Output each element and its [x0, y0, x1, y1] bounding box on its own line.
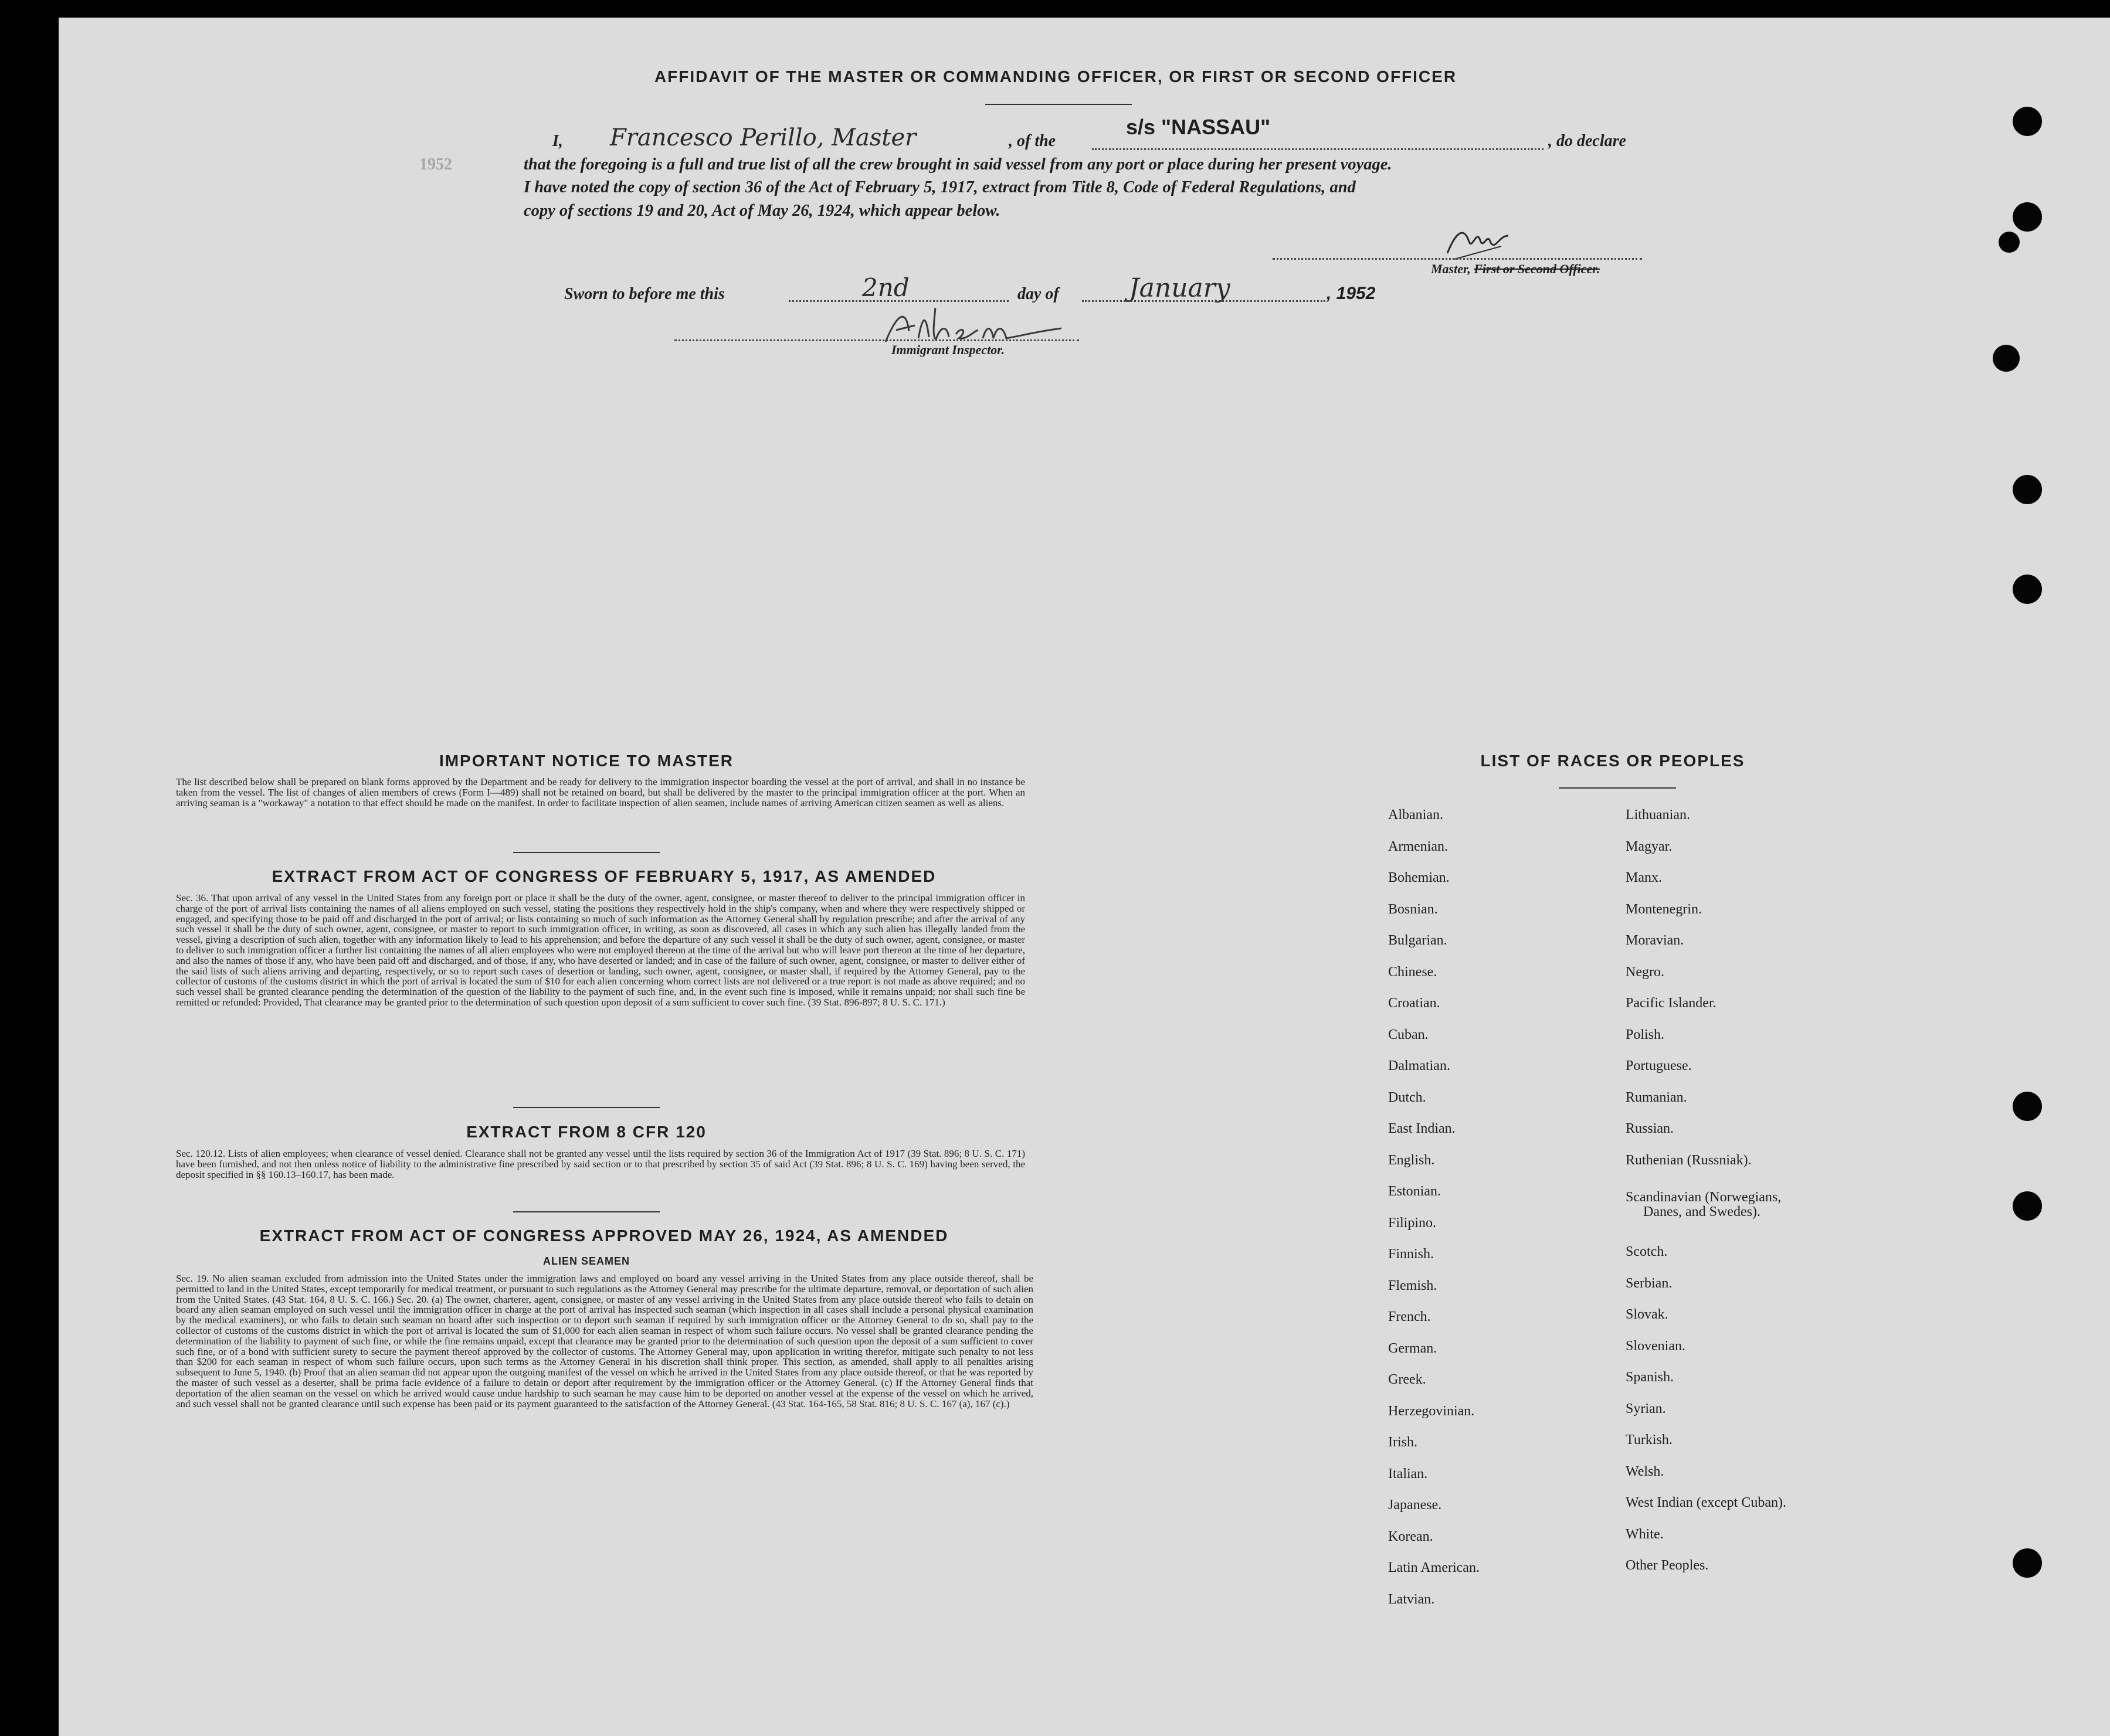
race-item: Irish.	[1388, 1435, 1417, 1450]
sworn-text: Sworn to before me this	[564, 285, 725, 303]
affidavit-title: AFFIDAVIT OF THE MASTER OR COMMANDING OFFICER, OR FIRST OR SECOND OFFICER	[654, 67, 1457, 86]
officer-caption	[1431, 261, 1600, 277]
punch-hole	[2013, 475, 2042, 504]
master-signature	[1443, 218, 1513, 262]
punch-hole	[2013, 1548, 2042, 1578]
affidavit-line-4: copy of sections 19 and 20, Act of May 26, 1924, which appear below.	[524, 202, 1000, 220]
race-item: Flemish.	[1388, 1278, 1437, 1293]
race-item: White.	[1626, 1526, 1664, 1542]
day-of: day of	[1017, 285, 1059, 303]
race-item: Bosnian.	[1388, 901, 1438, 917]
race-item: Montenegrin.	[1626, 901, 1702, 917]
race-item: Bulgarian.	[1388, 933, 1447, 948]
inspector-signature	[880, 302, 1079, 349]
notice-body: The list described below shall be prepared on blank forms approved by the Department and be ready for delivery to the immigration inspector boarding the vessel at the port of arrival, and shall in no instance be taken from the vessel. The list of changes of alien members of crews (Form I—489) shall not be retained on board, but shall be delivered by the master to the principal immigration officer at the port. When an arriving seaman is a "workaway" a notation to that effect should be made on the manifest. In order to facilitate inspection of alien seamen, include names of arriving American citizen seamen as well as aliens.	[176, 776, 1025, 808]
extract-1917-body: Sec. 36. That upon arrival of any vessel in the United States from any foreign port or place it shall be the duty of the owner, agent, consignee, or master thereof to deliver to the principal immigration officer in charge of the port of arrival lists containing the names of all aliens employed on such vessel, stating the positions they respectively hold in the ship's company, when and where they were respectively shipped or engaged, and specifying those to be paid off and discharged in the port of arrival; or lists containing so much of such information as the Attorney General shall by regulation prescribe; and after the arrival of any such vessel it shall be the duty of such owner, agent, consignee, or master to report to such immigration officer, in writing, as soon as discovered, all cases in which any such alien has illegally landed from the vessel, giving a description of such alien, together with any information likely to lead to his apprehension; and before the departure of any such vessel it shall be the duty of such owner, agent, consignee, or master to deliver to such immigration officer a further list containing the names of all alien employees who were not employed thereon at the time of the arrival but who will leave port thereon at the time of her departure, and also the names of those if any, who have been paid off and discharged, and of those, if any, who have deserted or landed; and in case of the failure of such owner, agent, consignee, or master to deliver either of the said lists of such aliens arriving and departing, respectively, or so to report such cases of desertion or landing, such owner, agent, consignee, or master shall, if required by the Attorney General, pay to the collector of customs of the customs district in which the port of arrival is located the sum of $10 for each alien concerning whom correct lists are not delivered or a true report is not made as above required; and no such vessel shall be granted clearance pending the determination of the question of the liability to the payment of such fine, and, in the event such fine is imposed, while it remains unpaid; nor shall such fine be remitted or refunded: Provided, That clearance may be granted prior to the determination of such question upon deposit of a sum sufficient to cover such fine. (39 Stat. 896-897; 8 U. S. C. 171.)	[176, 892, 1025, 1008]
divider	[985, 104, 1132, 105]
extract-cfr-body: Sec. 120.12. Lists of alien employees; when clearance of vessel denied. Clearance shall not be granted any vessel until the lists required by section 36 of the Immigration Act of 1917 (39 Stat. 896; 8 U. S. C. 171) have been furnished, and not then unless notice of liability to the administrative fine prescribed by said section or to that prescribed by section 35 of said Act (39 Stat. 896; 8 U. S. C. 169) having been served, the deposit specified in §§ 160.13–160.17, has been made.	[176, 1148, 1025, 1180]
race-item: Latvian.	[1388, 1591, 1435, 1607]
race-item: Chinese.	[1388, 964, 1437, 980]
race-item: Rumanian.	[1626, 1089, 1687, 1105]
officer-signature-line	[1273, 258, 1642, 260]
race-item: English.	[1388, 1152, 1435, 1168]
vessel-name: s/s "NASSAU"	[1126, 115, 1271, 139]
races-column-2b	[1626, 1243, 1786, 1588]
race-item: French.	[1388, 1309, 1431, 1324]
vessel-name-line	[1092, 148, 1544, 150]
race-item: Serbian.	[1626, 1275, 1673, 1291]
race-item: Ruthenian (Russniak).	[1626, 1152, 1752, 1168]
inspector-caption: Immigrant Inspector.	[891, 342, 1005, 357]
race-item: Lithuanian.	[1626, 807, 1690, 823]
affidavit-line-3: I have noted the copy of section 36 of the Act of February 5, 1917, extract from Title 8, Code of Federal Regulations, and	[524, 178, 1356, 196]
sworn-month-line	[1082, 300, 1325, 302]
race-item: Magyar.	[1626, 838, 1673, 854]
race-item: Cuban.	[1388, 1027, 1429, 1042]
races-column-1	[1388, 806, 1480, 1622]
sworn-month: January	[1129, 273, 1230, 303]
sworn-year: , 1952	[1327, 284, 1376, 303]
race-item: Filipino.	[1388, 1215, 1437, 1231]
race-item: Syrian.	[1626, 1401, 1666, 1416]
punch-hole	[2013, 1191, 2042, 1221]
races-column-2a	[1626, 806, 1752, 1183]
race-item: Slovak.	[1626, 1307, 1668, 1322]
inspector-signature-line	[674, 339, 1079, 341]
notice-title: IMPORTANT NOTICE TO MASTER	[439, 752, 734, 770]
race-item: Italian.	[1388, 1466, 1428, 1482]
master-signature-name: Francesco Perillo, Master	[610, 124, 917, 151]
race-item: Polish.	[1626, 1027, 1665, 1042]
race-item: Korean.	[1388, 1528, 1433, 1544]
race-item: Estonian.	[1388, 1184, 1441, 1199]
affidavit-of-the: , of the	[1009, 132, 1056, 150]
race-item: Dutch.	[1388, 1089, 1426, 1105]
extract-1924-body: Sec. 19. No alien seaman excluded from admission into the United States under the immigration laws and employed on board any vessel arriving in the United States from any place outside thereof, shall be permitted to land in the United States, except temporarily for medical treatment, or pursuant to such regulations as the Attorney General may prescribe for the ultimate departure, removal, or deportation of such alien from the United States. (43 Stat. 164, 8 U. S. C. 166.) Sec. 20. (a) The owner, charterer, agent, consignee, or master of any vessel arriving in the United States from any place outside thereof who fails to detain on board any alien seaman employed on such vessel until the immigration officer in charge at the port of arrival has inspected such seaman (which inspection in all cases shall include a personal physical examination by the medical examiners), or who fails to detain such seaman on board after such inspection or to deport such seaman if required by such immigration officer or the Attorney General to do so, shall pay to the collector of customs of the customs district in which the port of arrival is located the sum of $1,000 for each alien seaman in respect of whom such failure occurs. No vessel shall be granted clearance pending the determination of the liability to payment of such fine, or while the fine remains unpaid, except that clearance may be granted prior to the determination of such question upon the deposit of a sum sufficient to cover such fine, or of a bond with sufficient surety to secure the payment thereof approved by the collector of customs. The Attorney General may, upon application in writing therefor, mitigate such penalty to not less than $200 for each seaman in respect of whom such failure occurs, upon such terms as the Attorney General in his discretion shall think proper. This section, as amended, shall apply to all penalties arising subsequent to June 5, 1940. (b) Proof that an alien seaman did not appear upon the outgoing manifest of the vessel on which he arrived in the United States from any place outside thereof, or that he was reported by the master of such vessel as a deserter, shall be prima facie evidence of a failure to detain or deport after requirement by the immigration officer or the Attorney General. (c) If the Attorney General finds that deportation of the alien seaman on the vessel on which he arrived would cause undue hardship to such seaman he may cause him to be deported on another vessel at the expense of the vessel on which he arrived, and such vessel shall not be granted clearance until such expense has been paid or its payment guaranteed to the satisfaction of the Attorney General. (43 Stat. 164-165, 58 Stat. 816; 8 U. S. C. 167 (a), 167 (c).)	[176, 1273, 1033, 1409]
race-item: Armenian.	[1388, 838, 1448, 854]
race-item: Greek.	[1388, 1372, 1426, 1387]
affidavit-line-2: that the foregoing is a full and true list of all the crew brought in said vessel from any port or place during her present voyage.	[524, 155, 1392, 174]
race-item: Manx.	[1626, 870, 1662, 885]
race-item: Slovenian.	[1626, 1338, 1685, 1354]
punch-hole	[2013, 1092, 2042, 1121]
race-item: Finnish.	[1388, 1246, 1434, 1262]
margin-stamp: 1952	[419, 155, 452, 174]
race-item: Moravian.	[1626, 933, 1684, 948]
affidavit-do-declare: , do declare	[1548, 132, 1626, 150]
race-item: Albanian.	[1388, 807, 1443, 823]
extract-cfr-title: EXTRACT FROM 8 CFR 120	[466, 1123, 707, 1141]
races-scandinavian	[1626, 1190, 1781, 1219]
extract-1917-title: EXTRACT FROM ACT OF CONGRESS OF FEBRUARY 5, 1917, AS AMENDED	[272, 867, 937, 885]
race-item: Croatian.	[1388, 996, 1440, 1011]
divider	[1559, 787, 1676, 789]
race-item: Negro.	[1626, 964, 1664, 980]
race-item: Welsh.	[1626, 1463, 1664, 1479]
punch-hole	[2013, 202, 2042, 232]
race-item: Portuguese.	[1626, 1058, 1692, 1073]
race-item: Herzegovinian.	[1388, 1403, 1475, 1419]
race-item: Scandinavian (Norwegians,	[1626, 1190, 1782, 1205]
race-item: Other Peoples.	[1626, 1558, 1709, 1573]
race-item: Spanish.	[1626, 1370, 1674, 1385]
punch-hole	[1993, 345, 2020, 372]
race-item: East Indian.	[1388, 1121, 1456, 1136]
race-item: Pacific Islander.	[1626, 996, 1717, 1011]
extract-1924-subtitle: ALIEN SEAMEN	[542, 1255, 630, 1267]
race-item: Russian.	[1626, 1121, 1674, 1136]
race-item: West Indian (except Cuban).	[1626, 1495, 1786, 1510]
punch-hole	[2013, 107, 2042, 136]
affidavit-pronoun: I,	[552, 132, 563, 150]
punch-hole	[1999, 232, 2020, 253]
race-item: Danes, and Swedes).	[1643, 1204, 1760, 1219]
race-item: German.	[1388, 1340, 1437, 1356]
officer-caption-struck: First or Second Officer.	[1474, 261, 1600, 276]
races-title: LIST OF RACES OR PEOPLES	[1480, 752, 1745, 770]
punch-hole	[2013, 575, 2042, 604]
divider	[513, 852, 660, 853]
race-item: Dalmatian.	[1388, 1058, 1450, 1073]
race-item: Scotch.	[1626, 1244, 1668, 1259]
divider	[513, 1211, 660, 1212]
race-item: Bohemian.	[1388, 870, 1450, 885]
race-item: Japanese.	[1388, 1497, 1442, 1513]
race-item: Latin American.	[1388, 1560, 1480, 1575]
race-item: Turkish.	[1626, 1432, 1673, 1448]
officer-caption-master: Master,	[1431, 261, 1471, 276]
divider	[513, 1107, 660, 1108]
sworn-day: 2nd	[862, 273, 910, 302]
extract-1924-title: EXTRACT FROM ACT OF CONGRESS APPROVED MAY 26, 1924, AS AMENDED	[259, 1227, 949, 1245]
